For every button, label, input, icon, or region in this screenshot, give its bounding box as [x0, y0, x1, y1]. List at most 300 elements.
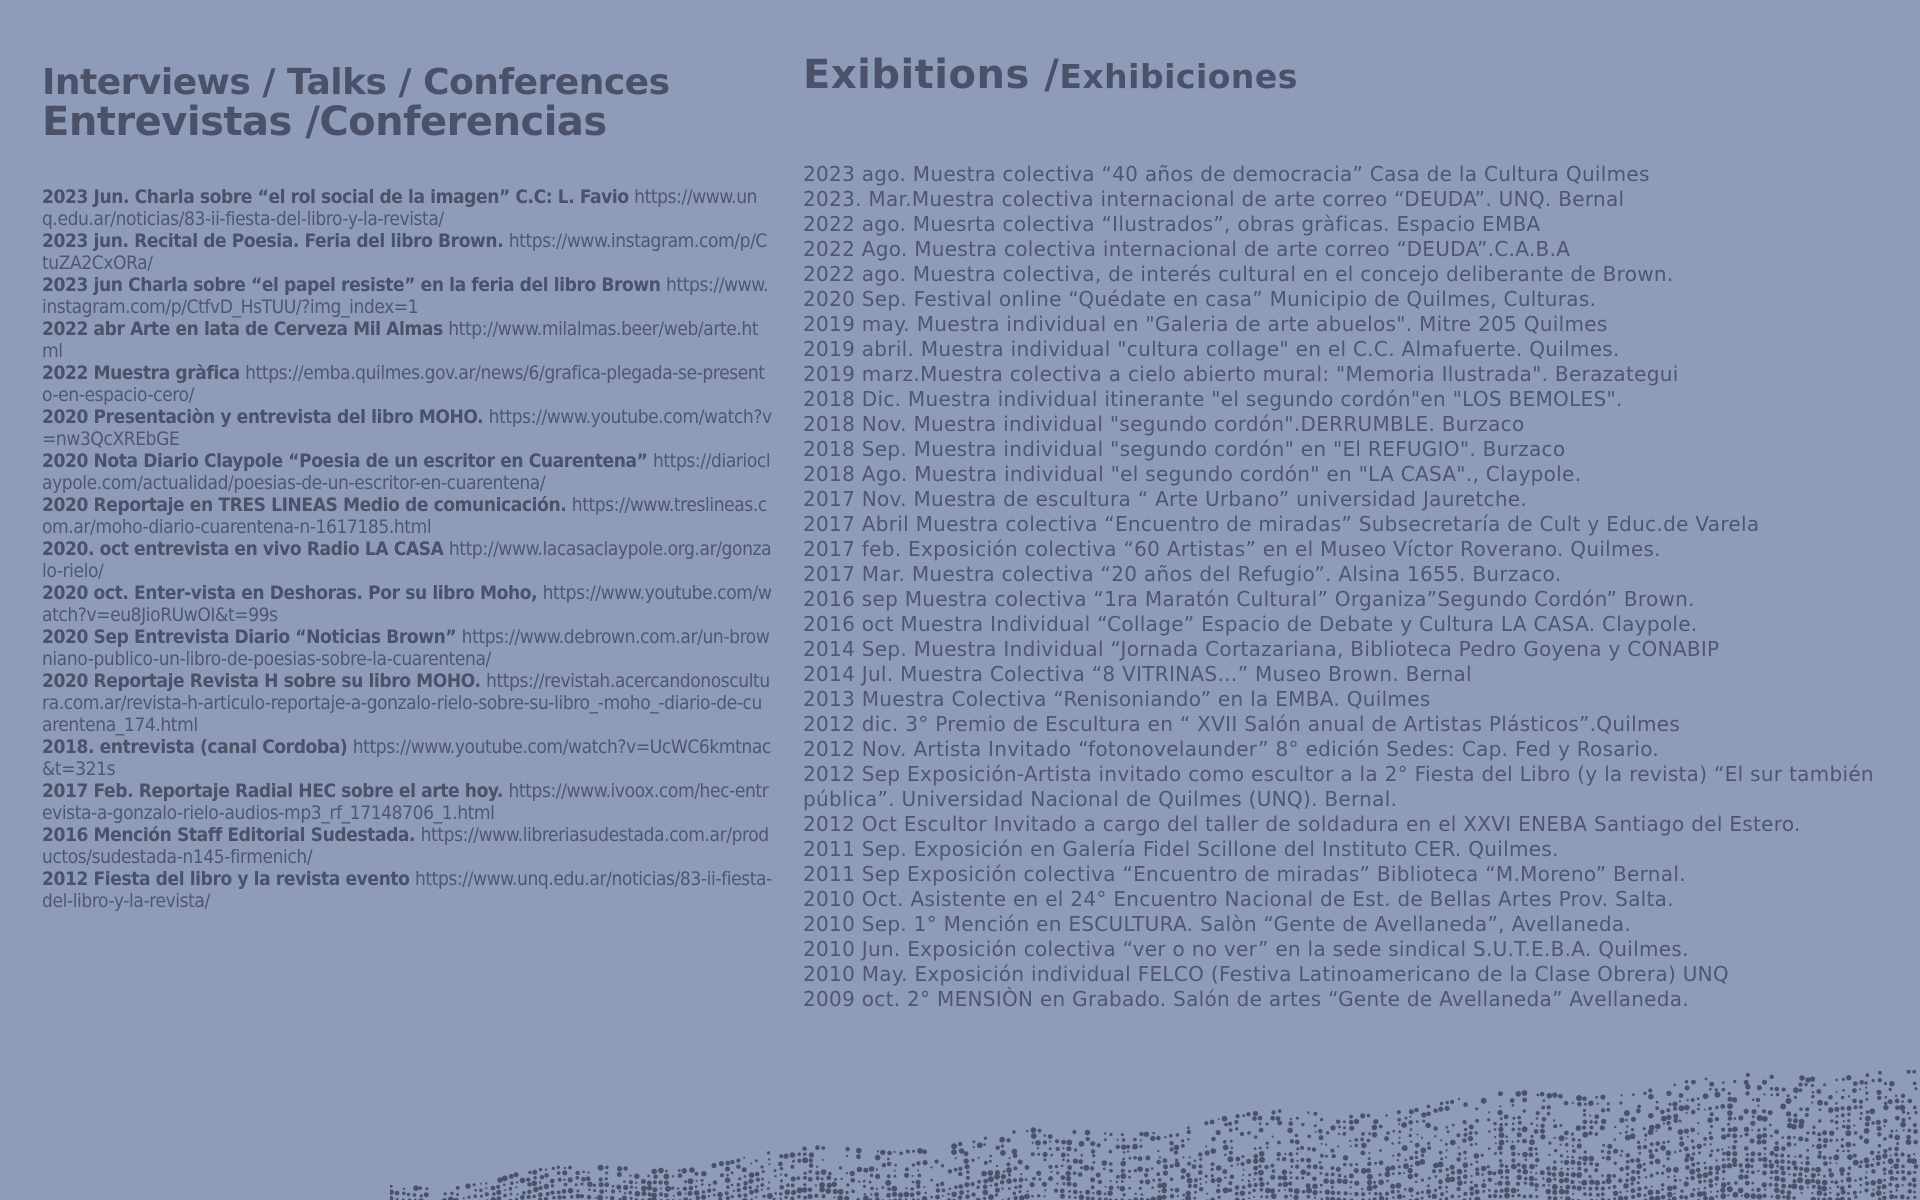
exhibition-item: 2014 Jul. Muestra Colectiva “8 VITRINAS…” Museo Brown. Bernal	[803, 662, 1472, 686]
texture-dot	[1793, 1166, 1798, 1171]
exhibition-item: 2016 oct Muestra Individual “Collage” Espacio de Debate y Cultura LA CASA. Claypole.	[803, 612, 1698, 636]
texture-dot	[1903, 1129, 1905, 1131]
texture-dot	[1227, 1156, 1233, 1162]
texture-dot	[1805, 1179, 1811, 1185]
texture-dot	[1853, 1143, 1856, 1146]
texture-dot	[390, 1185, 393, 1188]
texture-dot	[1529, 1153, 1534, 1158]
texture-dot	[684, 1180, 687, 1183]
texture-dot	[1397, 1110, 1401, 1114]
texture-dot	[1865, 1163, 1870, 1168]
texture-dot	[1169, 1141, 1173, 1145]
texture-dot	[1404, 1188, 1407, 1191]
texture-dot	[1908, 1117, 1911, 1120]
texture-dot	[1446, 1174, 1449, 1177]
texture-dot	[1337, 1178, 1342, 1183]
texture-dot	[1798, 1123, 1804, 1129]
texture-dot	[390, 1189, 394, 1195]
texture-dot	[1475, 1119, 1479, 1123]
texture-dot	[1367, 1185, 1373, 1191]
texture-dot	[532, 1181, 538, 1187]
texture-dot	[1078, 1172, 1083, 1177]
texture-dot	[1080, 1154, 1083, 1157]
texture-dot	[1511, 1152, 1516, 1157]
texture-dot	[1534, 1183, 1539, 1188]
interview-title: 2023 jun. Recital de Poesia. Feria del libro Brown.	[42, 230, 504, 252]
texture-dot	[1343, 1126, 1346, 1129]
texture-dot	[629, 1174, 631, 1176]
texture-dot	[1829, 1172, 1834, 1177]
texture-dot	[1595, 1096, 1598, 1099]
texture-dot	[821, 1177, 824, 1180]
texture-dot	[545, 1169, 547, 1171]
texture-dot	[1427, 1142, 1430, 1145]
texture-dot	[390, 1196, 393, 1200]
interview-link[interactable]: https://www.treslineas.com.ar/moho-diario-cuarentena-n-1617185.html	[42, 494, 767, 538]
texture-dot	[1817, 1185, 1822, 1190]
texture-dot	[539, 1181, 542, 1184]
texture-dot	[756, 1185, 759, 1188]
texture-dot	[568, 1177, 573, 1182]
texture-dot	[1116, 1175, 1120, 1179]
texture-dot	[1222, 1169, 1227, 1174]
texture-dot	[749, 1186, 752, 1189]
texture-dot	[1788, 1184, 1792, 1188]
texture-dot	[1187, 1162, 1191, 1166]
exhibition-item: 2022 ago. Muestra colectiva, de interés cultural en el concejo deliberante de Brown.	[803, 262, 1674, 286]
texture-dot	[413, 1185, 419, 1191]
texture-dot	[1697, 1133, 1699, 1135]
texture-dot	[755, 1172, 760, 1177]
texture-dot	[1566, 1173, 1570, 1177]
texture-dot	[1781, 1136, 1784, 1139]
texture-dot	[1110, 1180, 1112, 1182]
texture-dot	[1458, 1195, 1461, 1198]
texture-dot	[1560, 1186, 1563, 1189]
texture-dot	[1307, 1135, 1311, 1139]
texture-dot	[694, 1190, 700, 1196]
exhibition-item: 2011 Sep. Exposición en Galería Fidel Scillone del Instituto CER. Quilmes.	[803, 837, 1559, 861]
texture-dot	[857, 1167, 863, 1173]
exhibitions-list	[803, 162, 1903, 1012]
texture-dot	[1013, 1178, 1017, 1182]
texture-dot	[1074, 1148, 1077, 1151]
interview-link[interactable]: https://www.unq.edu.ar/noticias/83-ii-fiesta-del-libro-y-la-revista/	[42, 868, 772, 912]
interview-link[interactable]: https://www.instagram.com/p/CtuZA2CxORa/	[42, 230, 767, 274]
texture-dot	[1672, 1102, 1677, 1107]
texture-dot	[1211, 1162, 1215, 1166]
texture-dot	[1907, 1070, 1911, 1074]
texture-dot	[598, 1165, 604, 1171]
texture-dot	[1481, 1154, 1484, 1157]
texture-dot	[515, 1186, 517, 1188]
texture-dot	[1067, 1182, 1072, 1187]
texture-dot	[1625, 1119, 1628, 1122]
texture-dot	[1895, 1177, 1898, 1180]
texture-dot	[819, 1187, 825, 1193]
texture-dot	[1757, 1134, 1763, 1140]
texture-dot	[1534, 1147, 1537, 1150]
texture-dot	[1162, 1195, 1167, 1200]
texture-dot	[1385, 1166, 1391, 1172]
texture-dot	[1326, 1197, 1330, 1200]
texture-dot	[1631, 1128, 1634, 1131]
texture-dot	[1290, 1194, 1292, 1196]
texture-dot	[1282, 1157, 1286, 1161]
interview-link[interactable]: https://www.libreriasudestada.com.ar/productos/sudestada-n145-firmenich/	[42, 824, 769, 868]
texture-dot	[1086, 1196, 1090, 1200]
interview-link[interactable]: https://www.ivoox.com/hec-entrevista-a-gonzalo-rielo-audios-mp3_rf_17148706_1.html	[42, 780, 769, 824]
texture-dot	[1889, 1081, 1894, 1086]
texture-dot	[634, 1174, 639, 1179]
texture-dot	[1386, 1131, 1390, 1135]
texture-dot	[816, 1176, 820, 1180]
texture-dot	[1655, 1159, 1661, 1165]
texture-dot	[916, 1180, 921, 1185]
texture-dot	[1260, 1188, 1264, 1192]
texture-dot	[882, 1163, 886, 1167]
texture-dot	[540, 1175, 544, 1179]
texture-dot	[1003, 1170, 1006, 1173]
texture-dot	[1409, 1109, 1414, 1114]
texture-dot	[1517, 1163, 1521, 1167]
texture-dot	[641, 1179, 646, 1184]
texture-dot	[1001, 1174, 1006, 1179]
texture-dot	[605, 1172, 608, 1175]
texture-dot	[1637, 1105, 1641, 1109]
interview-title: 2020 Reportaje en TRES LINEAS Medio de comunicación.	[42, 494, 567, 516]
texture-dot	[1254, 1154, 1259, 1159]
texture-dot	[1799, 1154, 1803, 1158]
texture-dot	[1090, 1166, 1094, 1170]
texture-dot	[1811, 1168, 1814, 1171]
texture-dot	[1398, 1172, 1401, 1175]
texture-dot	[1847, 1119, 1850, 1122]
texture-dot	[904, 1173, 909, 1178]
texture-dot	[1403, 1172, 1405, 1174]
texture-dot	[1278, 1176, 1282, 1180]
interview-link[interactable]: https://revistah.acercandonoscultura.com.ar/revista-h-articulo-reportaje-a-gonzalo-rielo-sobre-su-libro_-moho_-diario-de-cuarentena_174.html	[42, 670, 770, 736]
texture-dot	[1223, 1145, 1229, 1151]
texture-dot	[1900, 1194, 1905, 1199]
interview-link[interactable]: http://www.milalmas.beer/web/arte.html	[42, 318, 759, 362]
texture-dot	[1056, 1171, 1059, 1174]
texture-dot	[1409, 1116, 1411, 1118]
texture-dot	[1475, 1131, 1478, 1134]
texture-dot	[1492, 1171, 1496, 1175]
texture-dot	[1523, 1109, 1526, 1112]
texture-dot	[1524, 1177, 1528, 1181]
texture-dot	[1859, 1105, 1863, 1109]
texture-dot	[809, 1152, 814, 1157]
texture-dot	[1231, 1147, 1234, 1150]
texture-dot	[1847, 1154, 1853, 1160]
texture-dot	[1067, 1159, 1070, 1162]
texture-dot	[1775, 1141, 1779, 1145]
interview-link[interactable]: https://www.youtube.com/watch?v=UcWC6kmtnac&t=321s	[42, 736, 771, 780]
texture-dot	[1648, 1113, 1654, 1119]
texture-dot	[1787, 1136, 1791, 1140]
texture-dot	[828, 1172, 832, 1176]
texture-dot	[502, 1175, 508, 1181]
texture-dot	[1728, 1128, 1733, 1133]
texture-dot	[1601, 1108, 1605, 1112]
texture-dot	[1858, 1165, 1862, 1169]
texture-dot	[1266, 1142, 1269, 1145]
texture-dot	[1216, 1177, 1222, 1183]
texture-dot	[1709, 1154, 1713, 1158]
texture-dot	[1379, 1192, 1383, 1196]
texture-dot	[1198, 1164, 1202, 1168]
texture-dot	[1554, 1137, 1556, 1139]
texture-dot	[1060, 1194, 1065, 1199]
texture-dot	[1258, 1170, 1264, 1176]
texture-dot	[1895, 1116, 1900, 1121]
texture-dot	[936, 1183, 939, 1186]
texture-dot	[1401, 1122, 1407, 1128]
interview-link[interactable]: https://www.unq.edu.ar/noticias/83-ii-fiesta-del-libro-y-la-revista/	[42, 186, 758, 230]
texture-dot	[1295, 1140, 1300, 1145]
texture-dot	[395, 1191, 400, 1196]
texture-dot	[1648, 1094, 1654, 1100]
texture-dot	[1360, 1113, 1365, 1118]
texture-dot	[1632, 1093, 1635, 1096]
texture-dot	[1289, 1152, 1293, 1156]
texture-dot	[1565, 1196, 1571, 1200]
texture-dot	[1312, 1184, 1318, 1190]
interview-link[interactable]: http://www.lacasaclaypole.org.ar/gonzalo-rielo/	[42, 538, 772, 582]
texture-dot	[1524, 1182, 1527, 1185]
texture-dot	[1031, 1195, 1034, 1198]
texture-dot	[1722, 1081, 1725, 1084]
texture-dot	[1498, 1169, 1504, 1175]
texture-dot	[1715, 1088, 1718, 1091]
texture-dot	[1325, 1144, 1327, 1146]
interview-link[interactable]: https://www.debrown.com.ar/un-browniano-publico-un-libro-de-poesias-sobre-la-cuarentena/	[42, 626, 770, 670]
texture-dot	[707, 1189, 711, 1193]
texture-dot	[1722, 1152, 1725, 1155]
texture-dot	[623, 1185, 628, 1190]
texture-dot	[1462, 1138, 1467, 1143]
texture-dot	[1613, 1149, 1618, 1154]
texture-dot	[1710, 1125, 1713, 1128]
texture-dot	[1290, 1118, 1292, 1120]
texture-dot	[1774, 1146, 1780, 1152]
texture-dot	[930, 1196, 933, 1199]
texture-dot	[1398, 1165, 1401, 1168]
texture-dot	[1469, 1131, 1473, 1135]
texture-dot	[1338, 1126, 1341, 1129]
interview-link[interactable]: https://www.youtube.com/watch?v=nw3QcXREbGE	[42, 406, 772, 450]
texture-dot	[1685, 1153, 1690, 1158]
texture-dot	[1684, 1129, 1689, 1134]
texture-dot	[1458, 1147, 1460, 1149]
texture-dot	[562, 1189, 567, 1194]
exhibition-item: 2010 Jun. Exposición colectiva “ver o no ver” en la sede sindical S.U.T.E.B.A. Quilmes.	[803, 937, 1689, 961]
exhibition-item: 2019 abril. Muestra individual "cultura collage" en el C.C. Almafuerte. Quilmes.	[803, 337, 1620, 361]
texture-dot	[755, 1196, 757, 1198]
texture-dot	[1157, 1195, 1163, 1200]
texture-dot	[1331, 1173, 1335, 1177]
texture-dot	[1673, 1084, 1676, 1087]
texture-dot	[1894, 1153, 1898, 1157]
texture-dot	[1770, 1135, 1773, 1138]
texture-dot	[1684, 1181, 1689, 1186]
texture-dot	[1679, 1195, 1683, 1199]
texture-dot	[1330, 1179, 1335, 1184]
texture-dot	[1068, 1190, 1071, 1193]
texture-dot	[1278, 1109, 1282, 1113]
texture-dot	[420, 1194, 423, 1197]
texture-dot	[1278, 1189, 1281, 1192]
texture-dot	[1691, 1110, 1696, 1115]
texture-dot	[1888, 1170, 1893, 1175]
texture-dot	[1578, 1139, 1581, 1142]
texture-dot	[1571, 1133, 1574, 1136]
texture-dot	[1446, 1126, 1449, 1129]
texture-dot	[1229, 1128, 1233, 1132]
texture-dot	[1864, 1128, 1870, 1134]
texture-dot	[833, 1196, 835, 1198]
texture-dot	[1781, 1171, 1786, 1176]
texture-dot	[1450, 1100, 1454, 1104]
texture-dot	[1619, 1101, 1622, 1104]
texture-dot	[1540, 1124, 1544, 1128]
texture-dot	[1463, 1151, 1467, 1155]
exhibition-item: 2012 Nov. Artista Invitado “fotonovelaunder” 8° edición Sedes: Cap. Fed y Rosario.	[803, 737, 1660, 761]
texture-dot	[1295, 1176, 1298, 1179]
texture-dot	[1428, 1177, 1431, 1180]
texture-dot	[1408, 1187, 1413, 1192]
texture-dot	[1512, 1104, 1515, 1107]
texture-dot	[479, 1189, 482, 1192]
texture-dot	[665, 1170, 668, 1173]
texture-dot	[1686, 1177, 1689, 1180]
texture-dot	[1288, 1181, 1292, 1185]
texture-dot	[1516, 1091, 1522, 1097]
texture-dot	[1876, 1162, 1880, 1166]
texture-dot	[1499, 1195, 1502, 1198]
texture-dot	[1626, 1125, 1629, 1128]
texture-dot	[1481, 1166, 1487, 1172]
texture-dot	[1727, 1123, 1730, 1126]
texture-dot	[1331, 1186, 1334, 1189]
texture-dot	[815, 1171, 819, 1175]
texture-dot	[990, 1184, 992, 1186]
texture-dot	[1260, 1195, 1263, 1198]
texture-dot	[1728, 1092, 1731, 1095]
texture-dot	[503, 1184, 506, 1187]
texture-dot	[1770, 1177, 1773, 1180]
texture-dot	[1271, 1164, 1275, 1168]
texture-dot	[1237, 1163, 1239, 1165]
texture-dot	[1446, 1191, 1448, 1193]
texture-dot	[1505, 1176, 1509, 1180]
texture-dot	[1805, 1138, 1809, 1142]
texture-dot	[1679, 1149, 1682, 1152]
exhibition-item: 2022 ago. Muesrta colectiva “Ilustrados”, obras gràficas. Espacio EMBA	[803, 212, 1541, 236]
texture-dot	[731, 1195, 734, 1198]
texture-dot	[887, 1187, 891, 1191]
texture-dot	[1693, 1188, 1696, 1191]
texture-dot	[1709, 1131, 1712, 1134]
texture-dot	[1631, 1170, 1635, 1174]
texture-dot	[1888, 1099, 1893, 1104]
texture-dot	[1410, 1128, 1413, 1131]
texture-dot	[834, 1178, 837, 1181]
texture-dot	[1253, 1196, 1255, 1198]
texture-dot	[996, 1165, 998, 1167]
texture-dot	[1103, 1168, 1106, 1171]
texture-dot	[1079, 1141, 1085, 1147]
interview-link[interactable]: https://www.instagram.com/p/CtfvD_HsTUU/?img_index=1	[42, 274, 769, 318]
texture-dot	[1205, 1145, 1207, 1147]
texture-dot	[1450, 1177, 1456, 1183]
texture-dot	[1300, 1169, 1306, 1175]
texture-dot	[1289, 1171, 1292, 1174]
interview-link[interactable]: https://diarioclaypole.com/actualidad/poesias-de-un-escritor-en-cuarentena/	[42, 450, 771, 494]
texture-dot	[774, 1169, 777, 1172]
texture-dot	[557, 1171, 561, 1175]
texture-dot	[1690, 1193, 1695, 1198]
texture-dot	[1876, 1090, 1881, 1095]
texture-dot	[1090, 1177, 1095, 1182]
texture-dot	[1572, 1185, 1576, 1189]
texture-dot	[528, 1171, 531, 1174]
texture-dot	[1529, 1139, 1535, 1145]
texture-dot	[1194, 1160, 1197, 1163]
texture-dot	[1854, 1195, 1857, 1198]
texture-dot	[1228, 1122, 1232, 1126]
texture-dot	[1205, 1175, 1208, 1178]
texture-dot	[1464, 1133, 1468, 1137]
texture-dot	[1421, 1154, 1424, 1157]
texture-dot	[1673, 1114, 1678, 1119]
texture-dot	[1732, 1097, 1737, 1102]
texture-dot	[1656, 1172, 1659, 1175]
texture-dot	[652, 1187, 657, 1192]
texture-dot	[1177, 1195, 1179, 1197]
texture-dot	[1404, 1159, 1407, 1162]
texture-dot	[1487, 1165, 1490, 1168]
interview-link[interactable]: https://www.youtube.com/watch?v=eu8JioRUwOI&t=99s	[42, 582, 772, 626]
texture-dot	[1199, 1178, 1202, 1181]
texture-dot	[1817, 1132, 1821, 1136]
texture-dot	[1025, 1165, 1030, 1170]
texture-dot	[792, 1160, 795, 1163]
texture-dot	[1409, 1134, 1412, 1137]
texture-dot	[790, 1197, 794, 1200]
texture-dot	[568, 1188, 574, 1194]
texture-dot	[678, 1169, 681, 1172]
texture-dot	[1771, 1094, 1774, 1097]
texture-dot	[1224, 1123, 1228, 1127]
texture-dot	[605, 1166, 609, 1170]
texture-dot	[611, 1189, 615, 1193]
texture-dot	[1750, 1158, 1755, 1163]
texture-dot	[1732, 1162, 1737, 1167]
texture-dot	[1870, 1163, 1874, 1167]
exhibition-item: 2019 marz.Muestra colectiva a cielo abierto mural: "Memoria Ilustrada". Berazategui	[803, 362, 1679, 386]
texture-dot	[630, 1186, 633, 1189]
texture-dot	[1727, 1163, 1732, 1168]
texture-dot	[1661, 1116, 1667, 1122]
texture-dot	[1548, 1142, 1551, 1145]
texture-dot	[1643, 1145, 1647, 1149]
interview-link[interactable]: https://emba.quilmes.gov.ar/news/6/grafica-plegada-se-presento-en-espacio-cero/	[42, 362, 765, 406]
texture-dot	[1732, 1145, 1737, 1150]
texture-dot	[1230, 1175, 1235, 1180]
